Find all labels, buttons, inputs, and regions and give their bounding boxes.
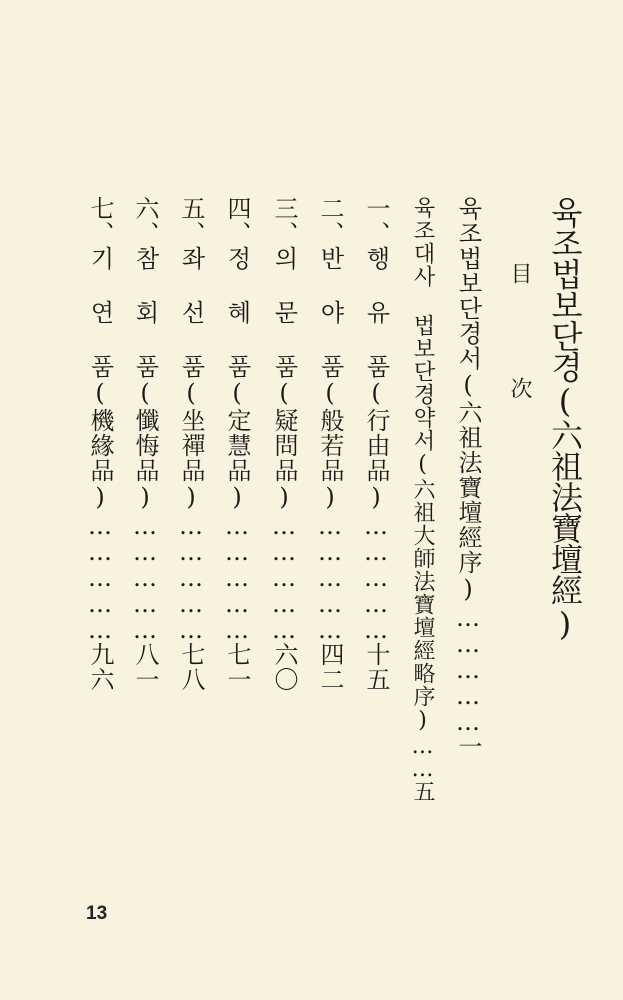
toc-leader-dots: …………… [177, 512, 205, 642]
toc-entry-chapter-6 [133, 196, 157, 692]
toc-entry-label: 의 문 품(疑問品) [270, 246, 298, 512]
toc-leader-dots: …………… [131, 512, 159, 642]
toc-heading: 目 次 [507, 262, 532, 433]
toc-entry-label: 행 유 품(行由品) [362, 246, 390, 512]
toc-entry-page: 一 [454, 734, 482, 759]
toc-entry-preface [456, 196, 480, 759]
toc-entry-label: 참 회 품(懺悔品) [131, 246, 159, 512]
toc-leader-dots: …………… [362, 512, 390, 642]
toc-entry-page: 七八 [177, 642, 205, 692]
toc-entry-label: 기 연 품(機緣品) [86, 246, 114, 512]
toc-entry-page: 五 [410, 780, 435, 803]
toc-entry-label: 좌 선 품(坐禪品) [177, 246, 205, 512]
toc-leader-dots: …………… [86, 512, 114, 642]
page-number: 13 [86, 903, 108, 924]
toc-entry-page: 四二 [316, 642, 344, 692]
toc-entry-number: 六、 [131, 196, 159, 246]
toc-entry-label: 육조법보단경서(六祖法寶壇經序) [454, 196, 482, 604]
toc-entry-page: 九六 [86, 642, 114, 692]
toc-entry-label: 정 혜 품(定慧品) [223, 246, 251, 512]
toc-entry-number: 四、 [223, 196, 251, 246]
toc-entry-number: 七、 [86, 196, 114, 246]
toc-entry-chapter-1 [364, 196, 388, 692]
toc-entry-page: 六〇 [270, 642, 298, 692]
toc-leader-dots: …………… [454, 604, 482, 734]
toc-entry-chapter-5 [179, 196, 203, 692]
toc-entry-abbreviated-preface [411, 196, 433, 803]
toc-entry-chapter-2 [318, 196, 342, 692]
page-title: 육조법보단경(六祖法寶壇經) [546, 196, 584, 642]
toc-entry-page: 八一 [131, 642, 159, 692]
toc-leader-dots: …………… [270, 512, 298, 642]
toc-entry-chapter-3 [272, 196, 296, 692]
toc-entry-chapter-7 [88, 196, 112, 692]
toc-entry-number: 三、 [270, 196, 298, 246]
toc-entry-number: 五、 [177, 196, 205, 246]
toc-entry-page: 七一 [223, 642, 251, 692]
toc-entry-number: 一、 [362, 196, 390, 246]
toc-entry-label: 반 야 품(般若品) [316, 246, 344, 512]
toc-entry-page: 十五 [362, 642, 390, 692]
toc-leader-dots: …… [410, 734, 435, 780]
toc-entry-label: 육조대사 법보단경약서(六祖大師法寶壇經略序) [410, 196, 435, 734]
toc-leader-dots: …………… [223, 512, 251, 642]
toc-entry-chapter-4 [225, 196, 249, 692]
toc-entry-number: 二、 [316, 196, 344, 246]
toc-leader-dots: …………… [316, 512, 344, 642]
